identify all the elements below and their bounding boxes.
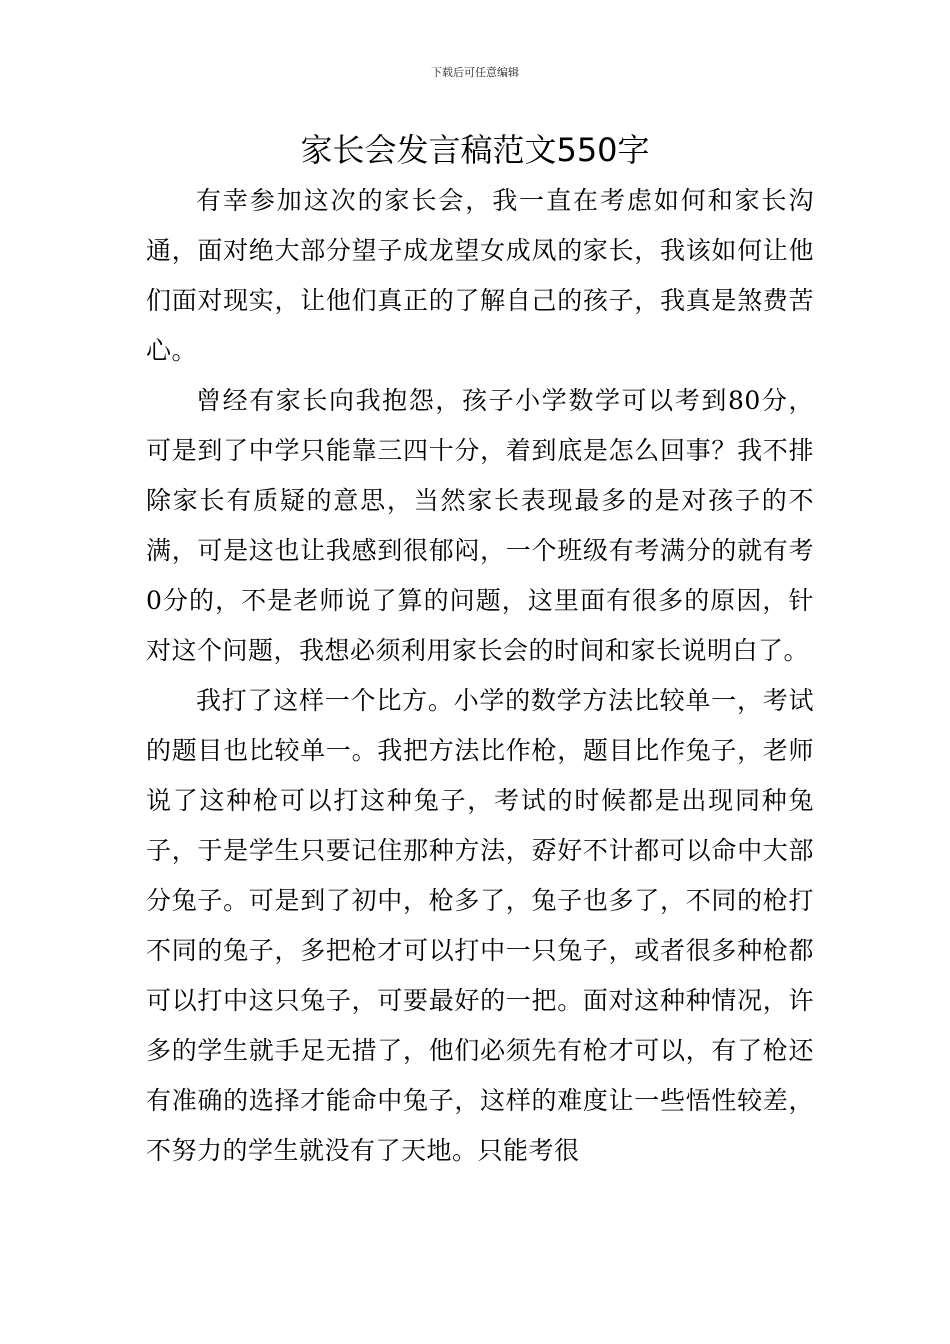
paragraph-1: 有幸参加这次的家长会，我一直在考虑如何和家长沟通，面对绝大部分望子成龙望女成凤的家长，我该如何让他们面对现实，让他们真正的了解自己的孩子，我真是煞费苦心。: [146, 186, 814, 365]
header-note: 下载后可任意编辑: [431, 66, 519, 79]
paragraph-2: 曾经有家长向我抱怨，孩子小学数学可以考到80分，可是到了中学只能靠三四十分，着到底是怎么回事？我不排除家长有质疑的意思，当然家长表现最多的是对孩子的不满，可是这也让我感到很郁闷，一个班级有考满分的就有考0分的，不是老师说了算的问题，这里面有很多的原因，针对这个问题，我想必须利用家长会的时间和家长说明白了。: [146, 386, 814, 665]
document-title: 家长会发言稿范文550字: [300, 131, 650, 169]
paragraph-3: 我打了这样一个比方。小学的数学方法比较单一，考试的题目也比较单一。我把方法比作枪，题目比作兔子，老师说了这种枪可以打这种兔子，考试的时候都是出现同种兔子，于是学生只要记住那种方法，孬好不计都可以命中大部分兔子。可是到了初中，枪多了，兔子也多了，不同的枪打不同的兔子，多把枪才可以打中一只兔子，或者很多种枪都可以打中这只兔子，可要最好的一把。面对这种种情况，许多的学生就手足无措了，他们必须先有枪才可以，有了枪还有准确的选择才能命中兔子，这样的难度让一些悟性较差，不努力的学生就没有了天地。只能考很: [146, 686, 814, 1165]
document-body: [146, 176, 814, 1176]
